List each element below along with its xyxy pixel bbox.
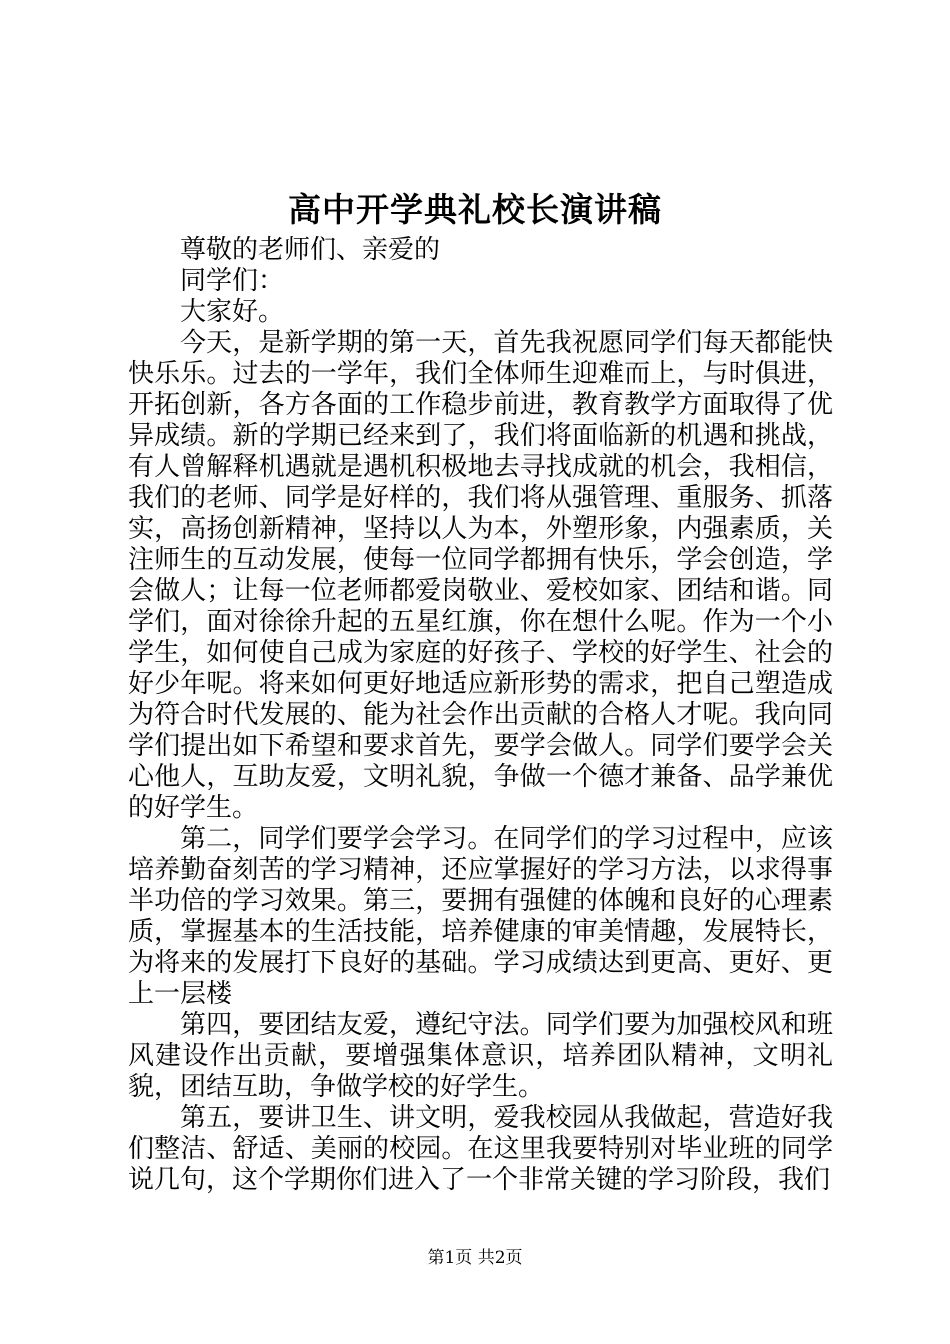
document-title: 高中开学典礼校长演讲稿 (288, 190, 662, 229)
paragraph: 第五，要讲卫生、讲文明，爱我校园从我做起，营造好我们整洁、舒适、美丽的校园。在这里我要特别对毕业班的同学说几句，这个学期你们进入了一个非常关键的学习阶段，我们 (128, 1103, 833, 1195)
paragraph: 今天，是新学期的第一天，首先我祝愿同学们每天都能快快乐乐。过去的一学年，我们全体师生迎难而上，与时俱进，开拓创新，各方各面的工作稳步前进，教育教学方面取得了优异成绩。新的学期已经来到了，我们将面临新的机遇和挑战，有人曾解释机遇就是遇机积极地去寻找成就的机会，我相信，我们的老师、同学是好样的，我们将从强管理、重服务、抓落实，高扬创新精神，坚持以人为本，外塑形象，内强素质，关注师生的互动发展，使每一位同学都拥有快乐，学会创造，学会做人；让每一位老师都爱岗敬业、爱校如家、团结和谐。同学们，面对徐徐升起的五星红旗，你在想什么呢。作为一个小学生，如何使自己成为家庭的好孩子、学校的好学生、社会的好少年呢。将来如何更好地适应新形势的需求，把自己塑造成为符合时代发展的、能为社会作出贡献的合格人才呢。我向同学们提出如下希望和要求首先，要学会做人。同学们要学会关心他人，互助友爱，文明礼貌，争做一个德才兼备、品学兼优的好学生。 (128, 328, 833, 823)
paragraph: 第四，要团结友爱，遵纪守法。同学们要为加强校风和班风建设作出贡献，要增强集体意识，培养团队精神，文明礼貌，团结互助，争做学校的好学生。 (128, 1010, 833, 1102)
paragraph: 同学们： (180, 266, 285, 296)
paragraph: 尊敬的老师们、亲爱的 (180, 235, 441, 265)
document-body (128, 235, 833, 1196)
paragraph: 第二，同学们要学会学习。在同学们的学习过程中，应该培养勤奋刻苦的学习精神，还应掌握好的学习方法，以求得事半功倍的学习效果。第三，要拥有强健的体魄和良好的心理素质，掌握基本的生活技能，培养健康的审美情趣，发展特长，为将来的发展打下良好的基础。学习成绩达到更高、更好、更上一层楼 (128, 824, 833, 1009)
page-footer: 第1页 共2页 (427, 1248, 523, 1268)
paragraph: 大家好。 (180, 297, 285, 327)
